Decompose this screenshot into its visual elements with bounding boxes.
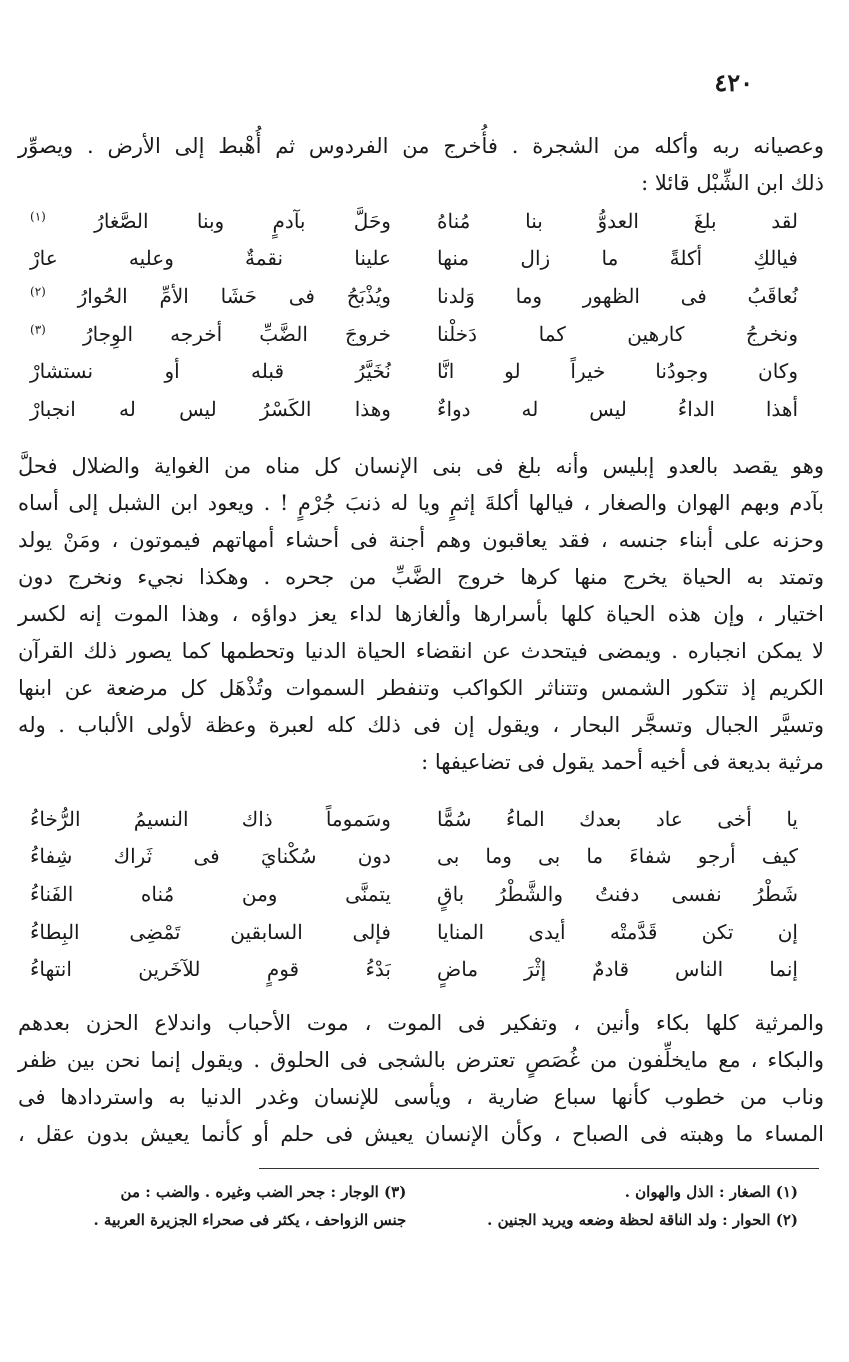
hemistich-right: نُعاقَبُ فى الظهور وما وَلدنا bbox=[437, 283, 798, 308]
footnote-3: (٣) الوجار : جحر الضب وغيره . والضب : من bbox=[120, 1183, 407, 1201]
hemistich-left: وسَموماً ذاك النسيمُ الرُّخاءُ bbox=[30, 806, 391, 831]
hemistich-left: فإلى السابقين تَمْضِى البِطاءُ bbox=[30, 919, 391, 944]
body-line: وهو يقصد بالعدو إبليس وأنه بلغ فى بنى الإنسان كل مناه من الغواية والضلال فحلَّ bbox=[18, 454, 824, 478]
hemistich-right: وكان وجودُنا خيراً لو انَّا bbox=[437, 359, 798, 384]
footnotes bbox=[30, 1178, 798, 1234]
body-line: والمرثية كلها بكاء وأنين ، وتفكير فى الموت ، موت الأحباب واندلاع الحزن بعدهم bbox=[18, 1011, 824, 1035]
hemistich-right: يا أخى عاد بعدك الماءُ سُمًّا bbox=[437, 806, 798, 831]
hemistich-right: شَطْرُ نفسى دفنتُ والشَّطْرُ باقٍ bbox=[437, 881, 798, 906]
hemistich-left: ويُذْبَحُ فى حَشَا الأمِّ الحُوارُ $^{(٢)}$ bbox=[30, 283, 391, 308]
footnote-ref: (١) bbox=[30, 209, 46, 224]
body-line: وتسيَّر الجبال وتسجَّر البحار ، ويقول إن فى ذلك كله لعبرة وعظة لأولى الألباب . وله bbox=[18, 713, 824, 737]
page-number: ٤٢٠ bbox=[714, 68, 753, 97]
intro-line-2: ذلك ابن الشِّبْل قائلا : bbox=[641, 171, 824, 195]
verse-line bbox=[30, 838, 798, 876]
verse-line bbox=[30, 240, 798, 278]
hemistich-right: إن تكن قَدَّمتْه أيدى المنايا bbox=[437, 919, 798, 944]
footnote-3-continued: جنس الزواحف ، يكثر فى صحراء الجزيرة العربية . bbox=[93, 1211, 407, 1229]
footnote-2: (٢) الحوار : ولد الناقة لحظة وضعه ويريد الجنين . bbox=[487, 1211, 798, 1229]
verse-line bbox=[30, 352, 798, 390]
verse-line bbox=[30, 913, 798, 951]
hemistich-left: وهذا الكَسْرُ ليس له انجبارْ bbox=[30, 396, 391, 421]
poem-2 bbox=[30, 800, 798, 988]
body-line: وناب من خطوب كأنها سباع ضارية ، ويأسى للإنسان وغدر الدنيا به واستردادها فى bbox=[18, 1085, 824, 1109]
verse-line bbox=[30, 950, 798, 988]
verse-line bbox=[30, 875, 798, 913]
footnote-divider bbox=[259, 1168, 819, 1169]
hemistich-left: علينا نقمةٌ وعليه عارْ bbox=[30, 246, 391, 271]
hemistich-right: أهذا الداءُ ليس له دواءٌ bbox=[437, 396, 798, 421]
footnote-row bbox=[30, 1178, 798, 1206]
hemistich-right: إنما الناس قادمٌ إثْرَ ماضٍ bbox=[437, 957, 798, 982]
body-line: بآدم وبهم الهوان والصغار ، فيالها أكلةَ إثمٍ ويا له ذنبَ جُرْمٍ ! . ويعود ابن الشبل إلى أساه bbox=[18, 491, 824, 515]
verse-line bbox=[30, 800, 798, 838]
body-line: الكريم إذ تتكور الشمس وتتناثر الكواكب وتنفطر السموات وتُذْهَل كل مرضعة عن ابنها bbox=[18, 676, 824, 700]
body-line: مرثية بديعة فى أخيه أحمد يقول فى تضاعيفها : bbox=[421, 750, 824, 774]
body-line: لا يمكن انجباره . ويمضى فيتحدث عن انقضاء الحياة الدنيا وتحطمها كما يصور ذلك القرآن bbox=[18, 639, 824, 663]
footnote-1: (١) الصغار : الذل والهوان . bbox=[624, 1183, 798, 1201]
verse-line bbox=[30, 202, 798, 240]
hemistich-right: لقد بلغَ العدوُّ بنا مُناهُ bbox=[437, 208, 798, 233]
hemistich-left: دون سُكْنايَ فى ثَراك شِفاءُ bbox=[30, 844, 391, 869]
hemistich-left: بَدْءُ قومٍ للآخَرين انتهاءُ bbox=[30, 957, 391, 982]
hemistich-right: فيالكِ أكلةً ما زال منها bbox=[437, 246, 798, 271]
footnote-row bbox=[30, 1206, 798, 1234]
body-line: وحزنه على أبناء جنسه ، فقد يعاقبون وهم أجنة فى أحشاء أمهاتهم فيموتون ، ومَنْ يولد bbox=[18, 528, 824, 552]
body-line: والبكاء ، مع مايخلِّفون من غُصَصٍ تعترض بالشجى فى الحلوق . ويقول إنما نحن بين ظفر bbox=[18, 1048, 824, 1072]
body-line: اختيار ، وإن هذه الحياة كلها بأسرارها وألغازها لداء يعز دواؤه ، وهذا الموت إنه لكسر bbox=[18, 602, 824, 626]
verse-line bbox=[30, 390, 798, 428]
body-line: المساء ما وهبته فى الصباح ، وكأن الإنسان يعيش فى حلم أو كأنما يعيش بدون عقل ، bbox=[18, 1122, 824, 1146]
verse-line bbox=[30, 277, 798, 315]
body-line: وتمتد به الحياة يخرج منها كرها خروج الضَّبِّ من جحره . وهكذا نجيء ونخرج دون bbox=[18, 565, 824, 589]
hemistich-left: وحَلَّ بآدمٍ وبنا الصَّغارُ $^{(١)}$ bbox=[30, 208, 391, 233]
hemistich-left: يتمنَّى ومن مُناه الفَناءُ bbox=[30, 881, 391, 906]
intro-line-1: وعصيانه ربه وأكله من الشجرة . فأُخرج من الفردوس ثم أُهْبط إلى الأرض . ويصوِّر bbox=[18, 134, 824, 158]
hemistich-left: خروجَ الضَّبِّ أخرجه الوِجارُ $^{(٣)}$ bbox=[30, 321, 391, 346]
footnote-ref: (٣) bbox=[30, 321, 46, 336]
footnote-ref: (٢) bbox=[30, 284, 46, 299]
hemistich-right: كيف أرجو شفاءَ ما بى وما بى bbox=[437, 844, 798, 869]
verse-line bbox=[30, 315, 798, 353]
hemistich-left: نُخَيَّرُ قبله أو نستشارْ bbox=[30, 359, 391, 384]
hemistich-right: ونخرجُ كارهين كما دَخلْنا bbox=[437, 321, 798, 346]
poem-1 bbox=[30, 202, 798, 428]
